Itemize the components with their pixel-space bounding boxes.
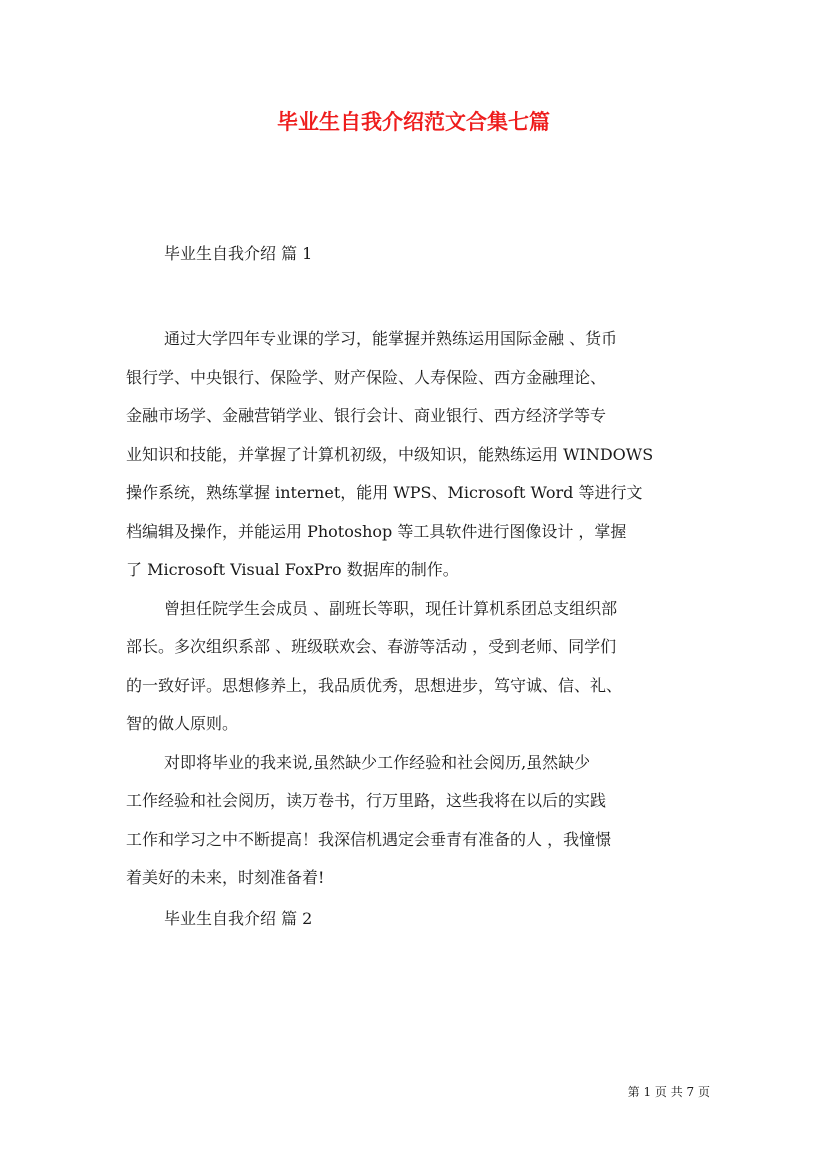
paragraph-line: 智的做人原则。 [126,714,239,733]
page-number-footer: 第 1 页 共 7 页 [627,1085,710,1099]
paragraph-line: 金融市场学、金融营销学业、银行会计、商业银行、西方经济学等专 [126,406,607,425]
section-heading-1: 毕业生自我介绍 篇 1 [164,244,313,263]
paragraph-line: 对即将毕业的我来说,虽然缺少工作经验和社会阅历,虽然缺少 [164,752,591,772]
paragraph-1 [126,320,710,590]
paragraph-line: 档编辑及操作，并能运用 Photoshop 等工具软件进行图像设计 ，掌握 [126,521,627,541]
paragraph-line: 通过大学四年专业课的学习，能掌握并熟练运用国际金融 、货币 [164,329,618,348]
paragraph-line: 工作和学习之中不断提高！我深信机遇定会垂青有准备的人 ，我憧憬 [126,829,612,849]
paragraph-line: 了 Microsoft Visual FoxPro 数据库的制作。 [126,560,459,579]
document-title: 毕业生自我介绍范文合集七篇 [277,109,550,134]
document-body [126,238,710,935]
paragraph-3 [126,744,710,898]
paragraph-line: 业知识和技能，并掌握了计算机初级，中级知识，能熟练运用 WINDOWS [126,444,654,464]
paragraph-line: 曾担任院学生会成员 、副班长等职，现任计算机系团总支组织部 [164,598,618,618]
paragraph-line: 银行学、中央银行、保险学、财产保险、人寿保险、西方金融理论、 [126,367,607,387]
paragraph-2 [126,590,710,744]
paragraph-line: 部长。多次组织系部 、班级联欢会、春游等活动 ，受到老师、同学们 [126,637,617,656]
paragraph-line: 的一致好评。思想修养上，我品质优秀，思想进步，笃守诚、信、礼、 [126,675,623,695]
paragraph-line: 工作经验和社会阅历，读万卷书，行万里路，这些我将在以后的实践 [126,791,607,810]
section-heading-2: 毕业生自我介绍 篇 2 [164,908,313,928]
paragraph-line: 着美好的未来，时刻准备着! [126,868,325,887]
paragraph-line: 操作系统，熟练掌握 internet，能用 WPS、Microsoft Word 等进行文 [126,483,643,502]
